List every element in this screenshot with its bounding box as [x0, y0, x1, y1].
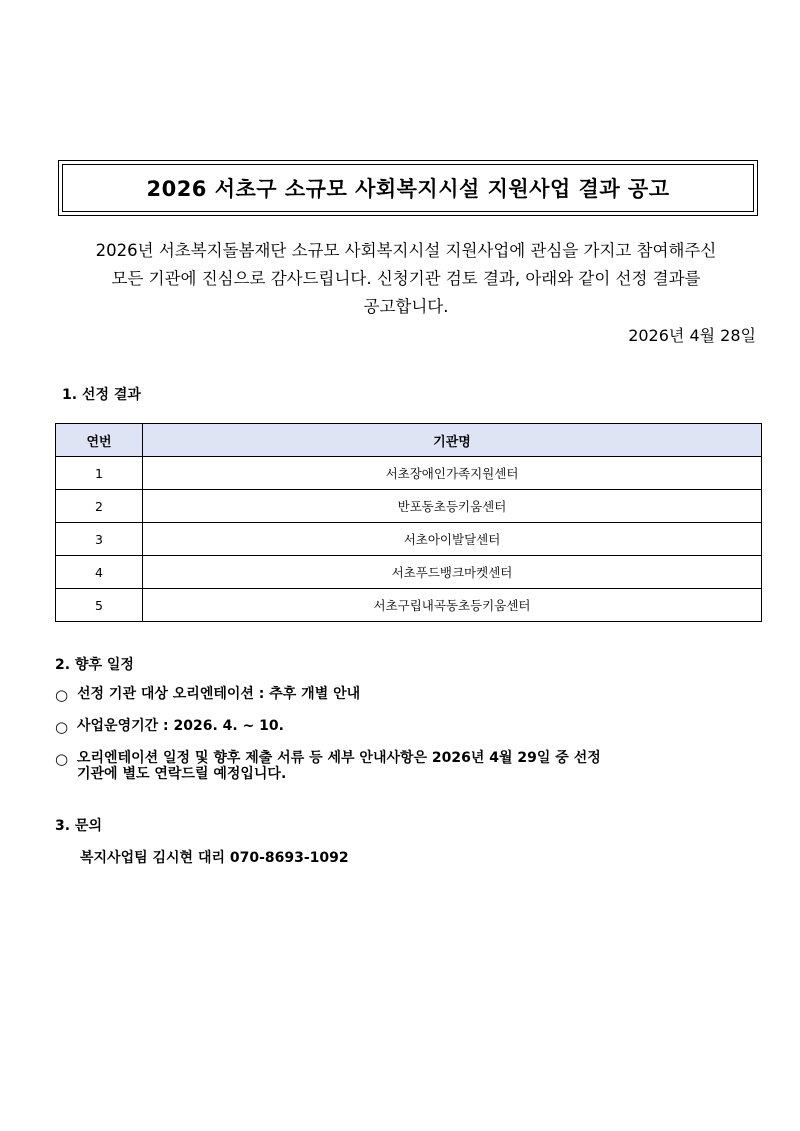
table-row [56, 490, 762, 523]
row-number: 1 [56, 457, 143, 490]
intro-line-2: 모든 기관에 진심으로 감사드립니다. 신청기관 검토 결과, 아래와 같이 선정 결과를 [111, 269, 701, 288]
schedule-item-period [55, 718, 284, 736]
row-number: 5 [56, 589, 143, 622]
row-institution-name: 서초구립내곡동초등키움센터 [143, 589, 762, 622]
schedule-item-line-2: 기관에 별도 연락드릴 예정입니다. [77, 766, 287, 782]
table-row [56, 556, 762, 589]
row-number: 2 [56, 490, 143, 523]
intro-line-1: 2026년 서초복지돌봄재단 소규모 사회복지시설 지원사업에 관심을 가지고 참여해주신 [95, 241, 717, 260]
title-box [58, 160, 758, 216]
section-2-title: 2. 향후 일정 [55, 657, 134, 673]
section-1-title: 1. 선정 결과 [62, 387, 141, 403]
schedule-item-text: 사업운영기간 : 2026. 4. ~ 10. [77, 718, 284, 734]
intro-line-3: 공고합니다. [363, 297, 449, 316]
schedule-item-text [77, 750, 601, 782]
table-header-row [56, 424, 762, 457]
schedule-item-orientation [55, 686, 360, 704]
schedule-item-details [55, 750, 601, 782]
contact-info: 복지사업팀 김시현 대리 070-8693-1092 [80, 850, 349, 866]
schedule-item-line-1: 오리엔테이션 일정 및 향후 제출 서류 등 세부 안내사항은 2026년 4월 29일 중 선정 [77, 750, 601, 766]
circle-bullet-icon: ○ [55, 686, 69, 704]
row-number: 4 [56, 556, 143, 589]
table-row [56, 523, 762, 556]
intro-paragraph [50, 237, 762, 321]
circle-bullet-icon: ○ [55, 718, 69, 736]
announcement-date: 2026년 4월 28일 [628, 326, 756, 345]
row-institution-name: 서초아이발달센터 [143, 523, 762, 556]
table-row [56, 457, 762, 490]
schedule-item-text: 선정 기관 대상 오리엔테이션 : 추후 개별 안내 [77, 686, 361, 702]
document-title: 2026 서초구 소규모 사회복지시설 지원사업 결과 공고 [62, 164, 754, 212]
circle-bullet-icon: ○ [55, 750, 69, 768]
header-number: 연번 [56, 424, 143, 457]
row-number: 3 [56, 523, 143, 556]
row-institution-name: 반포동초등키움센터 [143, 490, 762, 523]
row-institution-name: 서초장애인가족지원센터 [143, 457, 762, 490]
table-row [56, 589, 762, 622]
row-institution-name: 서초푸드뱅크마켓센터 [143, 556, 762, 589]
selection-result-table [55, 423, 762, 622]
section-3-title: 3. 문의 [55, 818, 102, 834]
header-institution-name: 기관명 [143, 424, 762, 457]
